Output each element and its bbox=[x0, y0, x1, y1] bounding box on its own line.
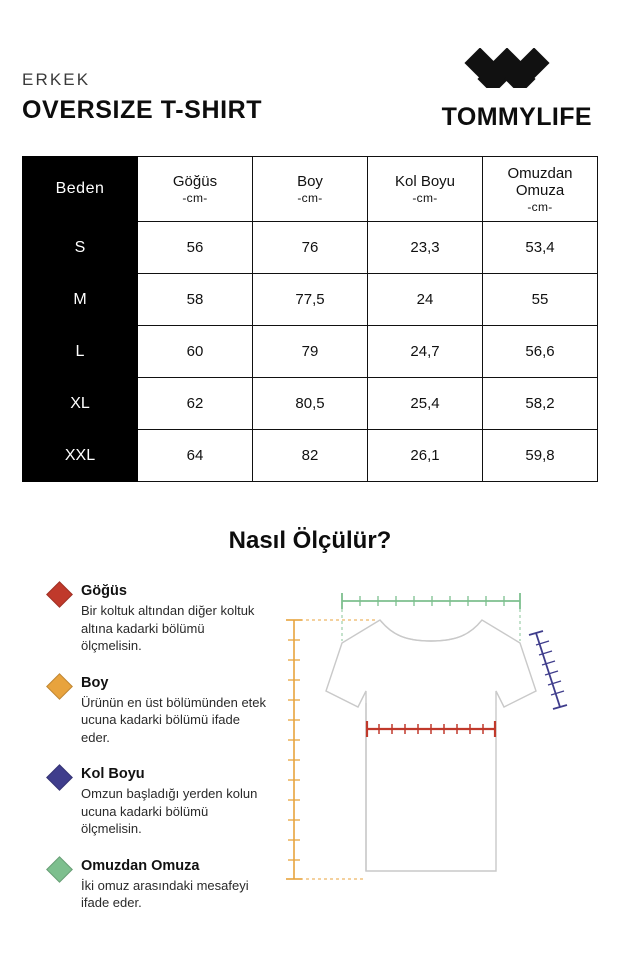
howto-title: Nasıl Ölçülür? bbox=[228, 527, 392, 554]
legend-item-omuzdan-omuza bbox=[50, 858, 274, 912]
title-block bbox=[22, 48, 262, 125]
column-header-unit: -cm- bbox=[297, 191, 323, 205]
legend-item-boy bbox=[50, 675, 274, 747]
brand-name: TOMMYLIFE bbox=[441, 103, 592, 131]
diamond-marker-icon bbox=[46, 856, 73, 883]
cell-kol: 24 bbox=[368, 274, 483, 326]
legend-text bbox=[81, 583, 266, 655]
cell-omuz: 59,8 bbox=[483, 430, 598, 482]
cell-omuz: 55 bbox=[483, 274, 598, 326]
column-header-unit: -cm- bbox=[527, 199, 553, 214]
tshirt-outline-icon bbox=[326, 620, 536, 871]
measure-line-kol-boyu bbox=[529, 631, 567, 709]
legend-label: Boy bbox=[81, 674, 109, 691]
column-header-gogus bbox=[138, 157, 253, 222]
table-header-row bbox=[23, 157, 598, 222]
diamonds-logo-icon bbox=[442, 48, 592, 93]
footer-spacer bbox=[22, 932, 598, 962]
diamond-marker-icon bbox=[46, 764, 73, 791]
cell-kol: 26,1 bbox=[368, 430, 483, 482]
cell-size: S bbox=[23, 222, 138, 274]
column-header-label: Göğüs bbox=[172, 173, 218, 190]
cell-gogus: 60 bbox=[138, 326, 253, 378]
table-row bbox=[23, 222, 598, 274]
cell-boy: 79 bbox=[253, 326, 368, 378]
legend-item-gogus bbox=[50, 583, 274, 655]
cell-gogus: 62 bbox=[138, 378, 253, 430]
cell-boy: 76 bbox=[253, 222, 368, 274]
cell-size: XL bbox=[23, 378, 138, 430]
table-row bbox=[23, 274, 598, 326]
size-table bbox=[22, 156, 598, 482]
legend-text bbox=[81, 766, 266, 838]
legend-description: Bir koltuk altından diğer koltuk altına kadarki bölümü ölçmelisin. bbox=[81, 603, 255, 654]
cell-omuz: 58,2 bbox=[483, 378, 598, 430]
howto-legend bbox=[22, 583, 274, 932]
legend-label: Kol Boyu bbox=[81, 766, 145, 783]
cell-omuz: 53,4 bbox=[483, 222, 598, 274]
column-header-label: Kol Boyu bbox=[394, 173, 456, 190]
cell-size: XXL bbox=[23, 430, 138, 482]
diamond-marker-icon bbox=[46, 581, 73, 608]
howto-section bbox=[22, 583, 598, 932]
legend-description: İki omuz arasındaki mesafeyi ifade eder. bbox=[81, 877, 249, 911]
column-header-label: Beden bbox=[55, 180, 105, 197]
brand-block bbox=[442, 48, 598, 132]
legend-description: Omzun başladığı yerden kolun ucuna kadarki bölümü ölçmelisin. bbox=[81, 786, 258, 837]
legend-item-kol-boyu bbox=[50, 766, 274, 838]
cell-kol: 25,4 bbox=[368, 378, 483, 430]
cell-gogus: 56 bbox=[138, 222, 253, 274]
column-header-unit: -cm- bbox=[182, 191, 208, 205]
column-header-beden bbox=[23, 157, 138, 222]
legend-description: Ürünün en üst bölümünden etek ucuna kadarki bölümü ifade eder. bbox=[81, 694, 267, 745]
table-row bbox=[23, 378, 598, 430]
category-kicker: ERKEK bbox=[22, 70, 91, 89]
cell-size: L bbox=[23, 326, 138, 378]
legend-label: Omuzdan Omuza bbox=[81, 857, 200, 874]
column-header-unit: -cm- bbox=[412, 191, 438, 205]
tshirt-diagram bbox=[274, 583, 598, 932]
cell-gogus: 64 bbox=[138, 430, 253, 482]
column-header-kol-boyu bbox=[368, 157, 483, 222]
table-row bbox=[23, 326, 598, 378]
cell-kol: 24,7 bbox=[368, 326, 483, 378]
page-header bbox=[22, 0, 598, 132]
cell-boy: 77,5 bbox=[253, 274, 368, 326]
cell-size: M bbox=[23, 274, 138, 326]
column-header-omuzdan-omuza bbox=[483, 157, 598, 222]
diamond-marker-icon bbox=[46, 673, 73, 700]
cell-gogus: 58 bbox=[138, 274, 253, 326]
cell-kol: 23,3 bbox=[368, 222, 483, 274]
legend-text bbox=[81, 675, 266, 747]
cell-boy: 82 bbox=[253, 430, 368, 482]
column-header-label: Omuzdan Omuza bbox=[507, 164, 573, 199]
table-row bbox=[23, 430, 598, 482]
column-header-label: Boy bbox=[297, 173, 323, 190]
legend-label: Göğüs bbox=[81, 583, 127, 599]
cell-omuz: 56,6 bbox=[483, 326, 598, 378]
column-header-boy bbox=[253, 157, 368, 222]
legend-text bbox=[81, 858, 266, 912]
cell-boy: 80,5 bbox=[253, 378, 368, 430]
page-title: OVERSIZE T-SHIRT bbox=[22, 96, 263, 124]
